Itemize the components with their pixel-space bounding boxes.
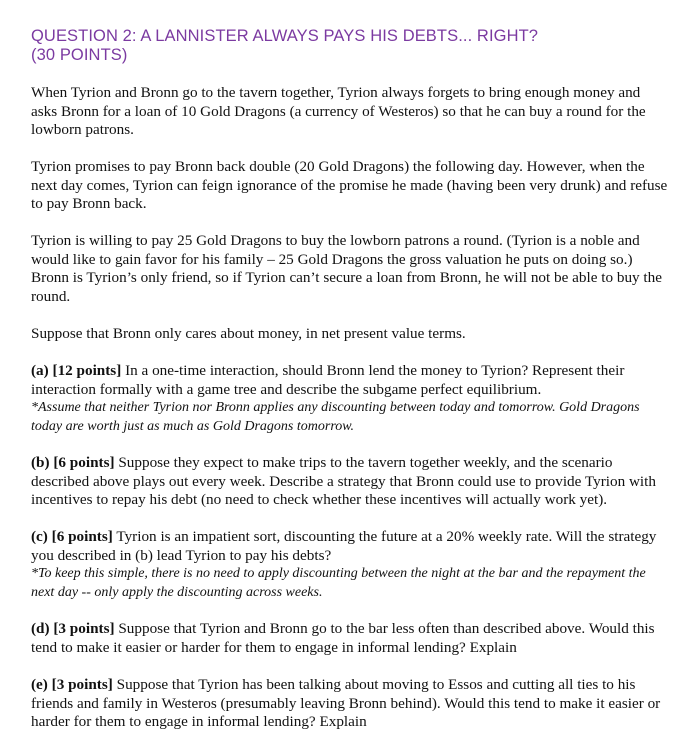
part-a-text: In a one-time interaction, should Bronn lend the money to Tyrion? Represent their interaction formally with a game tree and describe the subgame perfect equilibrium. bbox=[31, 362, 625, 398]
intro-paragraph-loan: When Tyrion and Bronn go to the tavern together, Tyrion always forgets to bring enough money and asks Bronn for a loan of 10 Gold Dragons (a currency of Westeros) so that he can buy a round for the lowborn patrons. bbox=[31, 84, 646, 139]
question-title: QUESTION 2: A LANNISTER ALWAYS PAYS HIS DEBTS... RIGHT? bbox=[31, 27, 539, 45]
intro-paragraph-valuation: Tyrion is willing to pay 25 Gold Dragons to buy the lowborn patrons a round. (Tyrion is a noble and would like to gain favor for his family – 25 Gold Dragons the gross valuation he puts on doing so.) Bronn is Tyrion’s only friend, so if Tyrion can’t secure a loan from Bronn, he will not be able to buy the round. bbox=[31, 232, 662, 305]
part-c-label: (c) [6 points] bbox=[31, 528, 113, 545]
part-d-text: Suppose that Tyrion and Bronn go to the bar less often than described above. Would this tend to make it easier or harder for them to engage in informal lending? Explain bbox=[31, 620, 655, 656]
intro-paragraph-assumption: Suppose that Bronn only cares about money, in net present value terms. bbox=[31, 325, 466, 342]
intro-paragraph-promise: Tyrion promises to pay Bronn back double (20 Gold Dragons) the following day. However, when the next day comes, Tyrion can feign ignorance of the promise he made (having been very drunk) and refuse to pay Bronn back. bbox=[31, 158, 668, 213]
part-d bbox=[31, 620, 669, 657]
part-a-note: *Assume that neither Tyrion nor Bronn applies any discounting between today and tomorrow. Gold Dragons today are worth just as much as Gold Dragons tomorrow. bbox=[31, 400, 640, 434]
part-e-label: (e) [3 points] bbox=[31, 676, 113, 693]
part-e bbox=[31, 676, 669, 732]
part-c bbox=[31, 528, 669, 602]
question-heading bbox=[31, 27, 661, 65]
part-b-label: (b) [6 points] bbox=[31, 454, 115, 471]
part-a-label: (a) [12 points] bbox=[31, 362, 122, 379]
part-c-note: *To keep this simple, there is no need to apply discounting between the night at the bar and the repayment the next day -- only apply the discounting across weeks. bbox=[31, 566, 646, 600]
part-b-text: Suppose they expect to make trips to the tavern together weekly, and the scenario described above plays out every week. Describe a strategy that Bronn could use to provide Tyrion with incentives to repay his debt (no need to check whether these incentives will actually work yet). bbox=[31, 454, 656, 509]
question-points: (30 POINTS) bbox=[31, 46, 128, 64]
part-e-text: Suppose that Tyrion has been talking about moving to Essos and cutting all ties to his friends and family in Westeros (presumably leaving Bronn behind). Would this tend to make it easier or harder for them to engage in informal lending? Explain bbox=[31, 676, 661, 731]
part-d-label: (d) [3 points] bbox=[31, 620, 115, 637]
part-b bbox=[31, 454, 669, 510]
part-c-text: Tyrion is an impatient sort, discounting the future at a 20% weekly rate. Will the strategy you described in (b) lead Tyrion to pay his debts? bbox=[31, 528, 657, 564]
part-a bbox=[31, 362, 669, 436]
